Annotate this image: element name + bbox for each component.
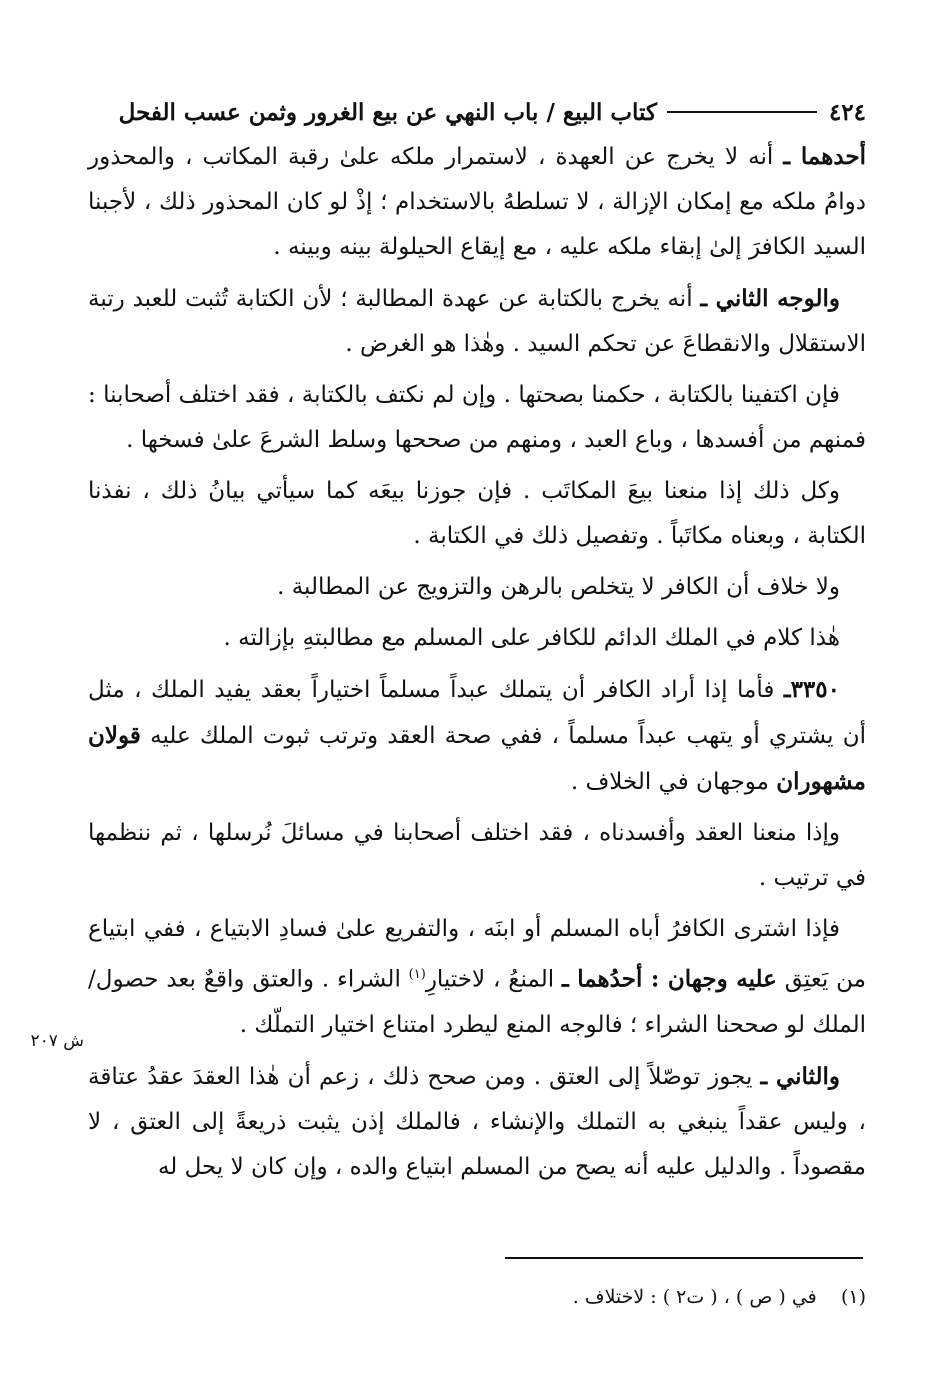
issue-number: ٣٣٥٠ـ: [783, 676, 840, 703]
paragraph-lead: والوجه الثاني ـ: [700, 285, 841, 312]
paragraph: [88, 811, 866, 901]
paragraph: [88, 134, 866, 270]
paragraph: [88, 907, 866, 1048]
paragraph: [88, 1054, 866, 1190]
paragraph-text: المنعُ ، لاختيارِ: [425, 966, 555, 993]
paragraph-emphasis: قولان مشهوران: [88, 722, 866, 795]
running-header: [88, 92, 866, 132]
paragraph: [88, 373, 866, 463]
paragraph-text: فإن اكتفينا بالكتابة ، حكمنا بصحتها . وإن لم نكتف بالكتابة ، فقد اختلف أصحابنا : فمنهم من أفسدها ، وباع العبد ، ومنهم من صححها وسلط الشرعَ علىٰ فسخها .: [88, 382, 866, 453]
paragraph-emphasis: عليه وجهان : أحدُهما ـ: [561, 965, 777, 993]
paragraph-text: موجهان في الخلاف .: [570, 769, 769, 795]
margin-note: ش ٢٠٧: [30, 1031, 84, 1051]
paragraph-text: هٰذا كلام في الملك الدائم للكافر على المسلم مع مطالبتهِ بإزالته .: [223, 625, 840, 651]
paragraph-text: وكل ذلك إذا منعنا بيعَ المكاتَب . فإن جوزنا بيعَه كما سيأتي بيانُ ذلك ، نفذنا الكتابة ، وبعناه مكاتَباً . وتفصيل ذلك في الكتابة .: [88, 478, 866, 549]
paragraph-lead: والثاني ـ: [760, 1062, 840, 1090]
paragraph: [88, 276, 866, 367]
paragraph-text: أنه لا يخرج عن العهدة ، لاستمرار ملكه علىٰ رقبة المكاتب ، والمحذور دوامُ ملكه مع إمكان الإزالة ، لا تسلطهُ بالاستخدام ؛ إذْ لو كان المحذور ذلك ، لأجبنا السيد الكافرَ إلىٰ إبقاء ملكه عليه ، مع إيقاع الحيلولة بينه وبينه .: [88, 144, 866, 260]
paragraph-text: وإذا منعنا العقد وأفسدناه ، فقد اختلف أصحابنا في مسائلَ نُرسلها ، ثم ننظمها في ترتيب .: [88, 820, 866, 891]
running-title: كتاب البيع / باب النهي عن بيع الغرور وثمن عسب الفحل: [118, 98, 657, 126]
header-rule: [667, 111, 817, 113]
paragraph: [88, 565, 866, 610]
footnote-rule: [505, 1257, 863, 1259]
paragraph: [88, 667, 866, 805]
paragraph-text: أنه يخرج بالكتابة عن عهدة المطالبة ؛ لأن الكتابة تُثبت للعبد رتبة الاستقلال والانقطاعَ عن تحكم السيد . وهٰذا هو الغرض .: [88, 286, 866, 357]
footnote-number: (١): [840, 1286, 866, 1308]
footnote: [88, 1286, 866, 1308]
main-text: [88, 134, 866, 1196]
paragraph-lead: أحدهما ـ: [783, 143, 867, 170]
paragraph-text: ولا خلاف أن الكافر لا يتخلص بالرهن والتزويج عن المطالبة .: [277, 574, 840, 600]
footnote-text: في ( ص ) ، ( ت٢ ) : لاختلاف .: [572, 1286, 817, 1308]
paragraph: [88, 469, 866, 559]
paragraph-text: الشراء . والعتق واقعٌ بعد حصول/ الملك لو صححنا الشراء ؛ فالوجه المنع ليطرد امتناع اختيار التملّك .: [88, 966, 866, 1038]
paragraph-text: يجوز توصّلاً إلى العتق . ومن صحح ذلك ، زعم أن هٰذا العقدَ عقدُ عتاقة ، وليس عقداً ينبغي به التملك والإنشاء ، فالملك إذن يثبت ذريعةً إلى العتق ، لا مقصوداً . والدليل عليه أنه يصح من المسلم ابتياع والده ، وإن كان لا يحل له: [88, 1063, 866, 1180]
paragraph: [88, 616, 866, 661]
paragraph-text: فإذا اشترى الكافرُ أباه المسلم أو ابنَه ، والتفريع علىٰ فسادِ الابتياع ، ففي ابتياع من يَعتِق: [88, 916, 867, 993]
footnote-ref[interactable]: (١): [408, 967, 426, 982]
paragraph-text: فأما إذا أراد الكافر أن يتملك عبداً مسلماً اختياراً بعقد يفيد الملك ، مثل أن يشتري أو يتهب عبداً مسلماً ، ففي صحة العقد وترتب ثبوت الملك عليه: [88, 677, 867, 749]
page-number: ٤٢٤: [828, 98, 866, 126]
